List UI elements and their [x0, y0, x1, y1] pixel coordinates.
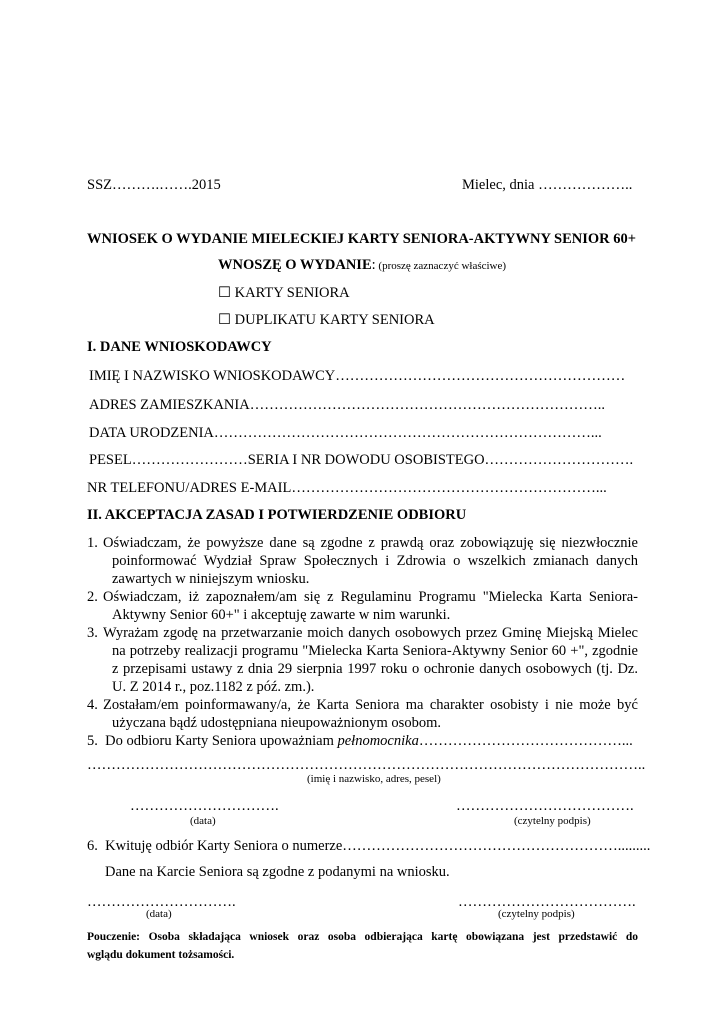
item3-line1: Wyrażam zgodę na przetwarzanie moich danych osobowych przez Gminę Miejską Mielec [103, 625, 638, 641]
item1-line2: poinformować Wydział Spraw Społecznych i Zdrowia o wszelkich zmianach danych [112, 553, 638, 569]
item-number: 1. [87, 535, 98, 551]
signature-caption-1: (czytelny podpis) [514, 815, 591, 827]
checkbox-icon[interactable]: ☐ [218, 285, 231, 301]
item2-line1: Oświadczam, iż zapoznałem/am się z Regulaminu Programu "Mielecka Karta Seniora- [103, 589, 638, 605]
date-field-2[interactable]: …………………………. [87, 894, 236, 910]
notice-line2: wglądu dokument tożsamości. [87, 949, 235, 961]
ssz-number: SSZ……….…….2015 [87, 177, 221, 193]
signature-caption-2: (czytelny podpis) [498, 908, 575, 920]
request-label: WNOSZĘ O WYDANIE [218, 257, 372, 273]
option-karty-seniora[interactable] [218, 285, 350, 302]
authorized-person-field[interactable]: …………………………………………………………………………………………………….. [87, 757, 646, 773]
item-number: 6. [87, 838, 98, 854]
request-colon: : [371, 257, 376, 273]
proxy-field[interactable]: ……………………………………... [418, 733, 633, 749]
item5-text: Do odbioru Karty Seniora upoważniam [105, 733, 338, 749]
option-label: KARTY SENIORA [234, 285, 350, 301]
item3-line4: U. Z 2014 r., poz.1182 z póź. zm.). [112, 679, 315, 695]
item5-italic: pełnomocnika [337, 733, 419, 749]
item4-line1: Zostałam/em poinformawany/a, że Karta Seniora ma charakter osobisty i nie może być [103, 697, 638, 713]
item-number: 3. [87, 625, 98, 641]
option-label: DUPLIKATU KARTY SENIORA [234, 312, 435, 328]
item3-line3: z przepisami ustawy z dnia 29 sierpnia 1997 roku o ochronie danych osobowych (tj. Dz. [112, 661, 638, 677]
field-name[interactable]: IMIĘ I NAZWISKO WNIOSKODAWCY…………………………………………………… [89, 368, 626, 384]
item2-line2: Aktywny Senior 60+" i akceptuję zawarte w nim warunki. [112, 607, 451, 623]
card-number-field[interactable]: Kwituję odbiór Karty Seniora o numerze…………………………………………………......... [105, 838, 651, 854]
field-birthdate[interactable]: DATA URODZENIA……………………………………………………………………... [89, 425, 602, 441]
option-duplikat[interactable] [218, 312, 435, 329]
date-field-1[interactable]: …………………………. [130, 798, 279, 814]
checkbox-icon[interactable]: ☐ [218, 312, 231, 328]
item6 [87, 838, 650, 855]
request-hint: (proszę zaznaczyć właściwe) [375, 260, 507, 272]
section1-heading: I. DANE WNIOSKODAWCY [87, 339, 272, 355]
field-address[interactable]: ADRES ZAMIESZKANIA……………………………………………………………….. [89, 397, 605, 413]
item1-line3: zawartych w niniejszym wniosku. [112, 571, 310, 587]
authorized-caption: (imię i nazwisko, adres, pesel) [307, 773, 441, 785]
item4-line2: użyczana bądź udostępniana nieupoważnionym osobom. [112, 715, 441, 731]
notice-line1: Pouczenie: Osoba składająca wniosek oraz osoba odbierająca kartę obowiązana jest przedstawić do [87, 931, 638, 943]
request-line [218, 257, 506, 274]
signature-field-2[interactable]: ………………………………. [458, 894, 636, 910]
city-date: Mielec, dnia ……………….. [462, 177, 633, 193]
field-phone-email[interactable]: NR TELEFONU/ADRES E-MAIL………………………………………………………... [87, 480, 607, 496]
item1-line1: Oświadczam, że powyższe dane są zgodne z prawdą oraz zobowiązuję się niezwłocznie [103, 535, 638, 551]
field-pesel-id[interactable]: PESEL……………………SERIA I NR DOWODU OSOBISTEGO…………………………. [89, 452, 634, 468]
item-number: 4. [87, 697, 98, 713]
item-number: 5. [87, 733, 98, 749]
item5 [87, 733, 633, 750]
date-caption-1: (data) [190, 815, 216, 827]
item3-line2: na potrzeby realizacji programu "Mielecka Karta Seniora-Aktywny Senior 60 +", zgodnie [112, 643, 638, 659]
signature-field-1[interactable]: ………………………………. [456, 798, 634, 814]
item-number: 2. [87, 589, 98, 605]
date-caption-2: (data) [146, 908, 172, 920]
page-title: WNIOSEK O WYDANIE MIELECKIEJ KARTY SENIORA-AKTYWNY SENIOR 60+ [87, 231, 637, 247]
consistency-statement: Dane na Karcie Seniora są zgodne z podanymi na wniosku. [105, 864, 450, 880]
section2-heading: II. AKCEPTACJA ZASAD I POTWIERDZENIE ODBIORU [87, 507, 467, 523]
